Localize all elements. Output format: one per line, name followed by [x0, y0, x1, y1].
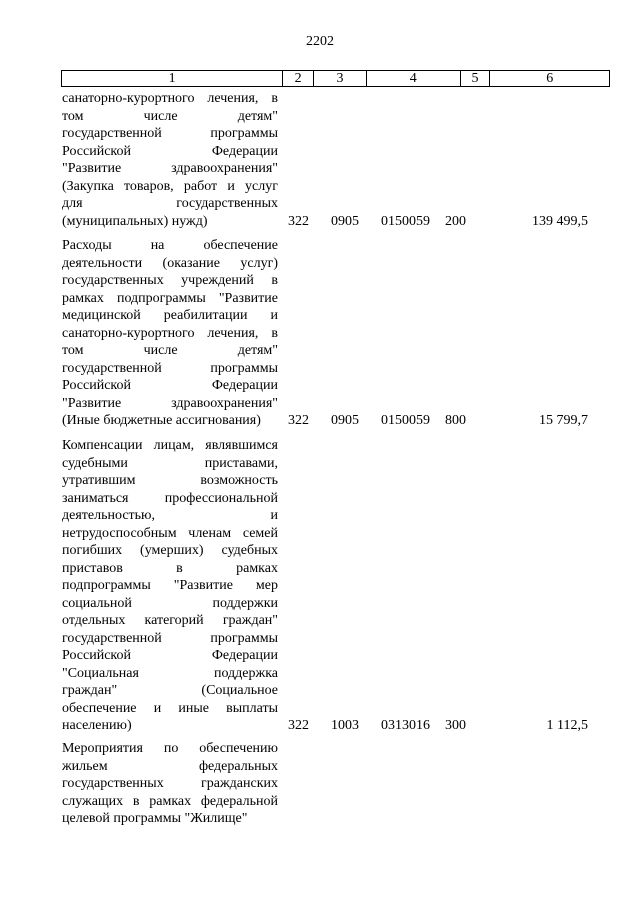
description-line: государственной программы: [62, 360, 278, 376]
description-line: Расходы на обеспечение: [62, 238, 278, 253]
cell-c2: 322: [288, 213, 309, 229]
row-description: [62, 90, 278, 230]
description-line: (Иные бюджетные ассигнования): [62, 413, 261, 428]
header-col-3: 3: [314, 71, 367, 86]
description-line: населению): [62, 718, 132, 733]
description-line: том числе детям": [62, 343, 278, 358]
header-col-6: 6: [546, 71, 554, 86]
description-line: санаторно-курортного лечения, в: [62, 325, 278, 341]
header-col-4: 4: [367, 71, 461, 86]
description-line: погибших (умерших) судебных: [62, 543, 278, 558]
cell-c5: 200: [445, 213, 466, 229]
header-col-1: 1: [62, 71, 283, 86]
description-line: Компенсации лицам, являвшимся: [62, 438, 278, 453]
row-description: [62, 437, 278, 735]
cell-c3: 1003: [331, 718, 359, 733]
description-line: нетрудоспособным членам семей: [62, 525, 278, 541]
description-line: государственной программы: [62, 126, 278, 141]
description-line: Российской Федерации: [62, 378, 278, 393]
description-line: отдельных категорий граждан": [62, 613, 278, 628]
cell-c6: 139 499,5: [532, 213, 588, 229]
cell-c4: 0150059: [381, 213, 430, 229]
page-number: 2202: [306, 34, 334, 49]
cell-c2: 322: [288, 413, 309, 428]
cell-c3: 0905: [331, 213, 359, 229]
description-line: деятельности (оказание услуг): [62, 255, 278, 271]
cell-c6: 1 112,5: [546, 718, 588, 733]
header-col-5: 5: [461, 71, 491, 86]
description-line: деятельностью, и: [62, 508, 278, 523]
row-description: [62, 740, 278, 828]
row-description: [62, 237, 278, 430]
description-line: (муниципальных) нужд): [62, 213, 208, 229]
description-line: судебными приставами,: [62, 455, 278, 471]
description-line: социальной поддержки: [62, 595, 278, 611]
cell-c5: 300: [445, 718, 466, 733]
description-line: граждан" (Социальное: [62, 683, 278, 698]
cell-c4: 0313016: [381, 718, 430, 733]
description-line: государственных учреждений в: [62, 273, 278, 288]
cell-c5: 800: [445, 413, 466, 428]
description-line: "Развитие здравоохранения": [62, 395, 278, 411]
description-line: (Закупка товаров, работ и услуг: [62, 178, 278, 194]
description-line: целевой программы "Жилище": [62, 811, 248, 826]
description-line: медицинской реабилитации и: [62, 308, 278, 323]
table-header: [61, 70, 610, 87]
description-line: заниматься профессиональной: [62, 490, 278, 506]
cell-c4: 0150059: [381, 413, 430, 428]
description-line: санаторно-курортного лечения, в: [62, 91, 278, 106]
description-line: том числе детям": [62, 108, 278, 124]
description-line: служащих в рамках федеральной: [62, 793, 278, 809]
description-line: Российской Федерации: [62, 648, 278, 663]
description-line: рамках подпрограммы "Развитие: [62, 290, 278, 306]
description-line: государственных гражданских: [62, 776, 278, 791]
description-line: приставов в рамках: [62, 560, 278, 576]
description-line: Мероприятия по обеспечению: [62, 741, 278, 756]
description-line: "Развитие здравоохранения": [62, 161, 278, 176]
description-line: Российской Федерации: [62, 143, 278, 159]
description-line: подпрограммы "Развитие мер: [62, 578, 278, 593]
description-line: "Социальная поддержка: [62, 665, 278, 681]
cell-c6: 15 799,7: [539, 413, 588, 428]
description-line: обеспечение и иные выплаты: [62, 700, 278, 716]
cell-c3: 0905: [331, 413, 359, 428]
description-line: утратившим возможность: [62, 473, 278, 488]
description-line: государственной программы: [62, 630, 278, 646]
cell-c2: 322: [288, 718, 309, 733]
description-line: для государственных: [62, 196, 278, 211]
description-line: жильем федеральных: [62, 758, 278, 774]
header-col-2: 2: [283, 71, 314, 86]
